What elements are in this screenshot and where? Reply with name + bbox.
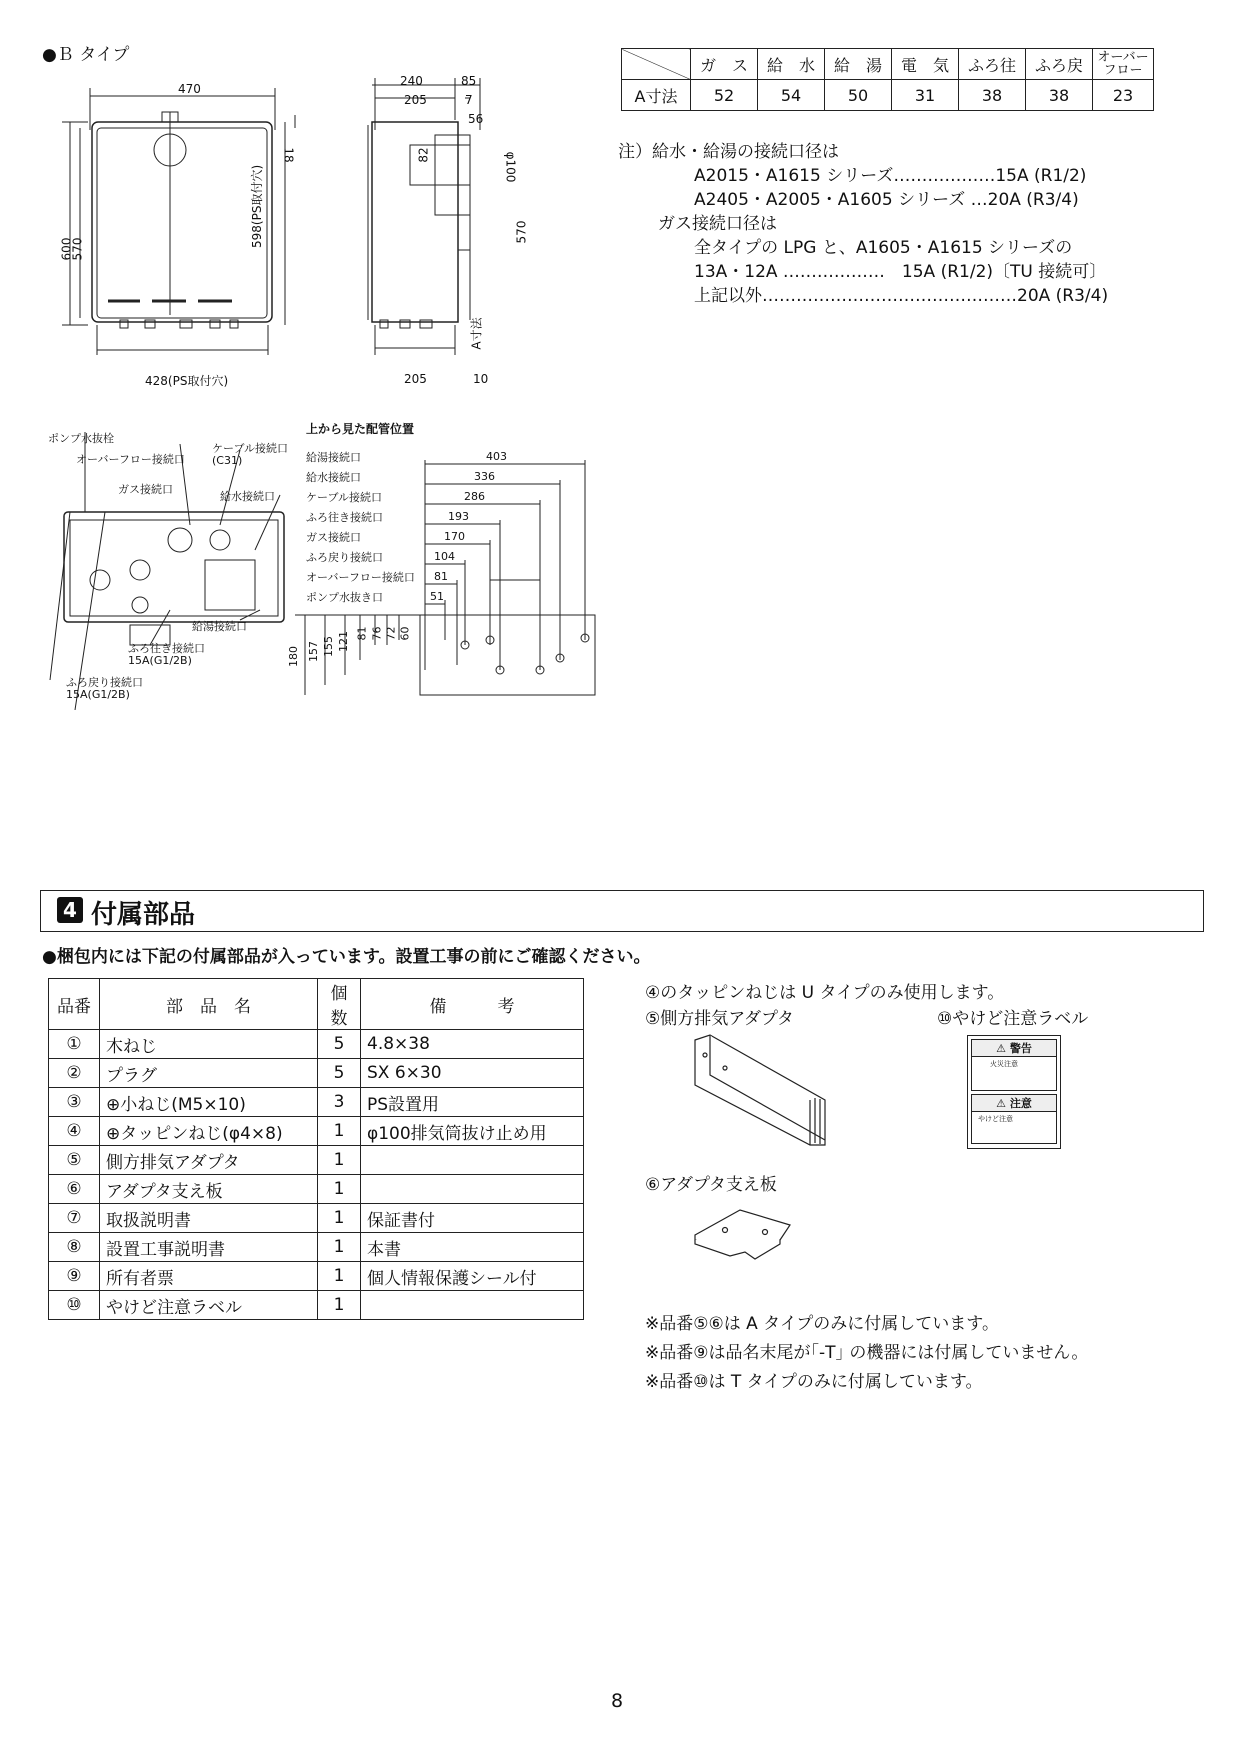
cell-remarks: 本書 [361,1233,584,1262]
cell-name: 所有者票 [100,1262,318,1291]
side-a-dim: A寸法 [469,317,484,350]
front-height: 600 [59,237,74,261]
top-label-hot: 給湯接続口 [306,451,361,464]
side-85: 85 [461,74,477,88]
table-row [49,1030,584,1059]
cell-remarks [361,1291,584,1320]
header-overflow: オーバーフロー [1093,49,1154,80]
cell-no: ② [49,1059,100,1088]
side-exhaust-adapter-illustration [690,1030,850,1150]
label-gas: ガス接続口 [118,483,173,496]
warning-box [971,1039,1057,1091]
side-240: 240 [400,74,423,88]
side-205: 205 [404,93,427,107]
vdim-72: 72 [384,626,398,641]
diagonal-cell [622,49,691,80]
cell-no: ③ [49,1088,100,1117]
caution-subtitle: やけど注意 [978,1115,1013,1123]
label-overflow: オーバーフロー接続口 [76,453,185,466]
label-bath-ret-size: 15A(G1/2B) [66,688,130,701]
burn-caution-label [967,1035,1061,1149]
top-value-193: 193 [448,510,469,523]
label-bath-out-size: 15A(G1/2B) [128,654,192,667]
top-label-bath-out: ふろ往き接続口 [306,511,383,524]
side-view-drawing [360,70,510,400]
cell-name: ⊕タッピンねじ(φ4×8) [100,1117,318,1146]
side-82: 82 [416,147,431,163]
value-gas: 52 [691,80,758,111]
top-value-286: 286 [464,490,485,503]
cell-name: 設置工事説明書 [100,1233,318,1262]
top-label-cable: ケーブル接続口 [306,491,383,504]
value-bath-ret: 38 [1026,80,1093,111]
value-electric: 31 [892,80,959,111]
vdim-157: 157 [307,641,320,662]
cell-qty: 1 [318,1291,361,1320]
top-label-water: 給水接続口 [306,471,361,484]
side-phi100: φ100 [503,151,518,183]
vdim-155: 155 [322,636,335,657]
header-electric: 電 気 [892,49,959,80]
header-remarks: 備 考 [361,979,584,1030]
vdim-60: 60 [398,626,412,641]
front-width: 470 [178,82,201,96]
adapter-title: ⑤側方排気アダプタ [645,1009,794,1029]
side-570: 570 [514,220,529,244]
cell-remarks: 個人情報保護シール付 [361,1262,584,1291]
cell-name: 木ねじ [100,1030,318,1059]
cell-name: 取扱説明書 [100,1204,318,1233]
front-top-offset: 18 [281,147,296,163]
header-bath-ret: ふろ戻 [1026,49,1093,80]
note-line-3: A2405・A2005・A1605 シリーズ …20A (R3/4) [694,190,1079,210]
footnotes [645,1310,1088,1397]
cell-remarks: SX 6×30 [361,1059,584,1088]
table-row [49,1146,584,1175]
label-bath-ret: ふろ戻り接続口 [66,676,143,689]
cell-qty: 3 [318,1088,361,1117]
cell-qty: 1 [318,1175,361,1204]
cell-no: ④ [49,1117,100,1146]
top-value-403: 403 [486,450,507,463]
cell-no: ⑨ [49,1262,100,1291]
cell-no: ⑤ [49,1146,100,1175]
caution-title: ⚠ 注意 [972,1095,1056,1112]
cell-remarks: 4.8×38 [361,1030,584,1059]
note-line-5: 全タイプの LPG と、A1605・A1615 シリーズの [694,238,1073,258]
cell-qty: 1 [318,1233,361,1262]
vdim-121: 121 [337,631,350,652]
header-hot: 給 湯 [825,49,892,80]
header-water: 給 水 [758,49,825,80]
intro-text: ●梱包内には下記の付属部品が入っています。設置工事の前にご確認ください。 [42,947,651,967]
connection-notes [618,140,1108,308]
vdim-81: 81 [355,626,369,641]
note-line-2: A2015・A1615 シリーズ………………15A (R1/2) [694,166,1087,186]
cell-remarks: φ100排気筒抜け止め用 [361,1117,584,1146]
value-hot: 50 [825,80,892,111]
top-view-labels [306,448,415,608]
top-label-pump: ポンプ水抜き口 [306,591,383,604]
footnote-3: ※品番⑩は T タイプのみに付属しています。 [645,1372,983,1392]
front-ps-width: 428(PS取付穴) [145,374,229,388]
note-line-4: ガス接続口径は [658,214,777,234]
cell-no: ⑩ [49,1291,100,1320]
cell-name: ⊕小ねじ(M5×10) [100,1088,318,1117]
label-water: 給水接続口 [220,490,275,503]
warning-subtitle: 火災注意 [990,1060,1018,1068]
note-line-1: 注）給水・給湯の接続口径は [618,142,839,162]
tapping-note: ④のタッピンねじは U タイプのみ使用します。 [645,983,1005,1003]
vdim-76: 76 [370,626,384,641]
plate-title: ⑥アダプタ支え板 [645,1175,777,1195]
row-label: A寸法 [622,80,691,111]
label-cable: ケーブル接続口 [212,442,289,455]
table-row [49,1262,584,1291]
top-value-81: 81 [434,570,448,583]
value-bath-out: 38 [959,80,1026,111]
footnote-1: ※品番⑤⑥は A タイプのみに付属しています。 [645,1314,999,1334]
side-7: 7 [465,93,473,107]
footnote-2: ※品番⑨は品名末尾が｢-T｣ の機器には付属していません。 [645,1343,1089,1363]
page-number: 8 [611,1690,624,1712]
cell-name: やけど注意ラベル [100,1291,318,1320]
top-value-104: 104 [434,550,455,563]
cell-no: ⑥ [49,1175,100,1204]
side-bottom-10: 10 [473,372,489,386]
cell-remarks [361,1175,584,1204]
table-row [49,1204,584,1233]
cell-qty: 5 [318,1059,361,1088]
note-line-6: 13A・12A ……………… 15A (R1/2)〔TU 接続可〕 [694,262,1107,282]
warning-title: ⚠ 警告 [972,1040,1056,1057]
value-overflow: 23 [1093,80,1154,111]
table-row [49,1059,584,1088]
front-inner-height: 570 [70,237,85,261]
adapter-support-plate-illustration [685,1200,815,1270]
top-label-bath-ret: ふろ戻り接続口 [306,551,383,564]
cell-no: ⑦ [49,1204,100,1233]
cell-name: アダプタ支え板 [100,1175,318,1204]
vdim-180: 180 [287,646,300,667]
top-view-title: 上から見た配管位置 [306,422,415,436]
top-value-51: 51 [430,590,444,603]
front-ps-height: 598(PS取付穴) [250,164,264,248]
table-row [49,1175,584,1204]
label-title: ⑩やけど注意ラベル [937,1009,1089,1029]
table-row [49,1291,584,1320]
cell-qty: 1 [318,1204,361,1233]
top-value-170: 170 [444,530,465,543]
header-qty: 個数 [318,979,361,1030]
top-label-overflow: オーバーフロー接続口 [306,571,415,584]
cell-remarks: PS設置用 [361,1088,584,1117]
table-row [49,1117,584,1146]
cell-remarks: 保証書付 [361,1204,584,1233]
cell-remarks [361,1146,584,1175]
top-label-gas: ガス接続口 [306,531,361,544]
front-view-drawing [40,70,320,400]
cell-qty: 1 [318,1117,361,1146]
cell-qty: 5 [318,1030,361,1059]
top-value-336: 336 [474,470,495,483]
note-line-7: 上記以外………………………………………20A (R3/4) [694,286,1109,306]
cell-name: 側方排気アダプタ [100,1146,318,1175]
cell-qty: 1 [318,1146,361,1175]
btype-label: ●Ｂ タイプ [42,45,130,65]
value-water: 54 [758,80,825,111]
caution-box [971,1094,1057,1144]
cell-name: プラグ [100,1059,318,1088]
label-bath-out: ふろ往き接続口 [128,642,205,655]
table-row [49,1233,584,1262]
table-row [49,1088,584,1117]
header-bath-out: ふろ往 [959,49,1026,80]
section-number: 4 [57,897,83,923]
side-56: 56 [468,112,484,126]
a-dimension-table [621,48,1154,111]
cell-qty: 1 [318,1262,361,1291]
section-title: 付属部品 [91,900,196,930]
header-gas: ガ ス [691,49,758,80]
header-name: 部 品 名 [100,979,318,1030]
cell-no: ① [49,1030,100,1059]
header-no: 品番 [49,979,100,1030]
section-header [40,890,1204,932]
side-bottom-205: 205 [404,372,427,386]
cell-no: ⑧ [49,1233,100,1262]
label-cable-code: (C31) [212,454,243,467]
parts-table [48,978,584,1320]
label-pump: ポンプ水抜栓 [48,432,114,445]
label-hot: 給湯接続口 [192,620,247,633]
